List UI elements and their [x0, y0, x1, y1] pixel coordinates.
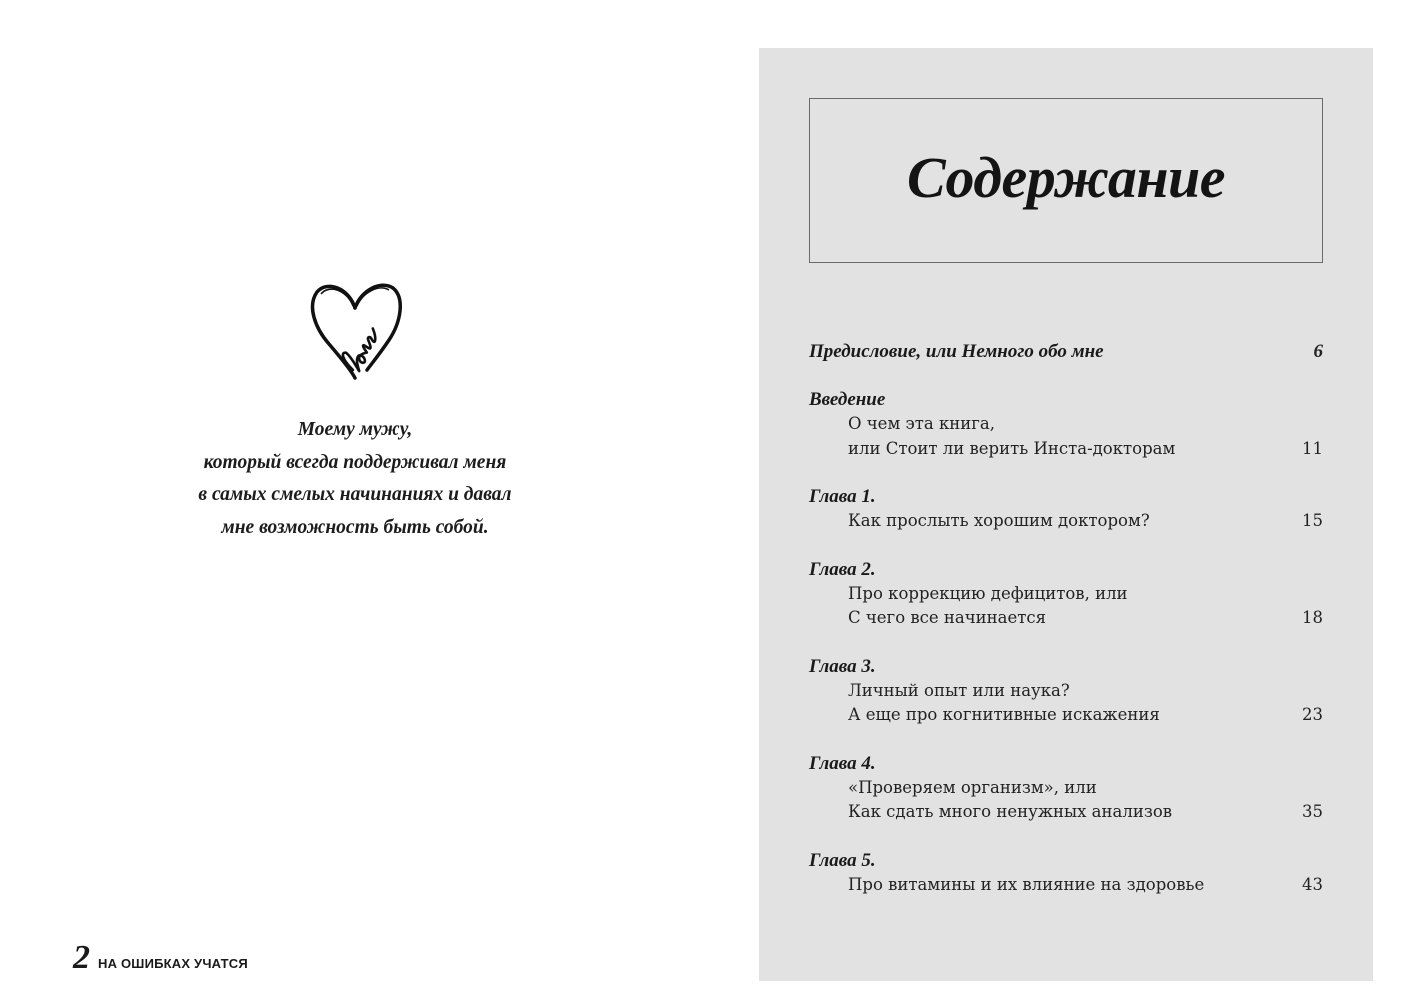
toc-entry[interactable]: [809, 388, 1325, 461]
toc-heading: Глава 5.: [809, 849, 876, 871]
page-footer: [73, 938, 248, 978]
toc-line: С чего все начинается: [848, 608, 1047, 627]
title-box: [809, 98, 1323, 263]
toc-line: Как прослыть хорошим доктором?: [848, 511, 1150, 530]
toc-heading: Глава 4.: [809, 752, 876, 774]
toc-line: А еще про когнитивные искажения: [848, 705, 1160, 724]
toc-line: «Проверяем организм», или: [848, 777, 1097, 797]
toc-page-number: 6: [1313, 341, 1323, 362]
dedication: [130, 414, 580, 544]
toc-line: Как сдать много ненужных анализов: [848, 802, 1173, 821]
toc-entry[interactable]: [809, 340, 1325, 364]
toc-line: или Стоит ли верить Инста-докторам: [848, 438, 1176, 458]
dedication-line: который всегда поддерживал меня: [203, 451, 507, 473]
toc-entry[interactable]: [809, 752, 1325, 825]
toc-page-number: 35: [1302, 802, 1323, 821]
toc-entry[interactable]: [809, 485, 1325, 534]
table-of-contents: [809, 340, 1325, 897]
heart-love-icon: [309, 278, 403, 384]
toc-heading: Глава 3.: [809, 655, 876, 677]
toc-entry[interactable]: [809, 849, 1325, 898]
dedication-line: Моему мужу,: [297, 419, 413, 440]
toc-line: О чем эта книга,: [848, 414, 996, 433]
dedication-line: мне возможность быть собой.: [221, 516, 489, 538]
toc-page-number: 43: [1302, 874, 1323, 894]
dedication-line: в самых смелых начинаниях и давал: [198, 484, 512, 505]
toc-page-number: 15: [1302, 511, 1323, 530]
right-page: [759, 48, 1373, 981]
page-title: Содержание: [906, 145, 1226, 210]
toc-entry[interactable]: [809, 655, 1325, 728]
toc-heading: Глава 1.: [809, 486, 876, 507]
toc-heading: Глава 2.: [809, 558, 876, 580]
toc-line: Про коррекцию дефицитов, или: [848, 583, 1128, 603]
page-number: 2: [73, 939, 90, 976]
toc-line: Про витамины и их влияние на здоровье: [848, 874, 1205, 894]
toc-entry[interactable]: [809, 558, 1325, 631]
toc-line: Личный опыт или наука?: [848, 680, 1070, 700]
toc-page-number: 18: [1302, 608, 1323, 627]
toc-page-number: 23: [1302, 705, 1323, 724]
toc-heading: Введение: [809, 389, 886, 410]
toc-page-number: 11: [1302, 438, 1323, 458]
toc-heading: Предисловие, или Немного обо мне: [809, 341, 1104, 362]
running-head: НА ОШИБКАХ УЧАТСЯ: [98, 956, 248, 971]
